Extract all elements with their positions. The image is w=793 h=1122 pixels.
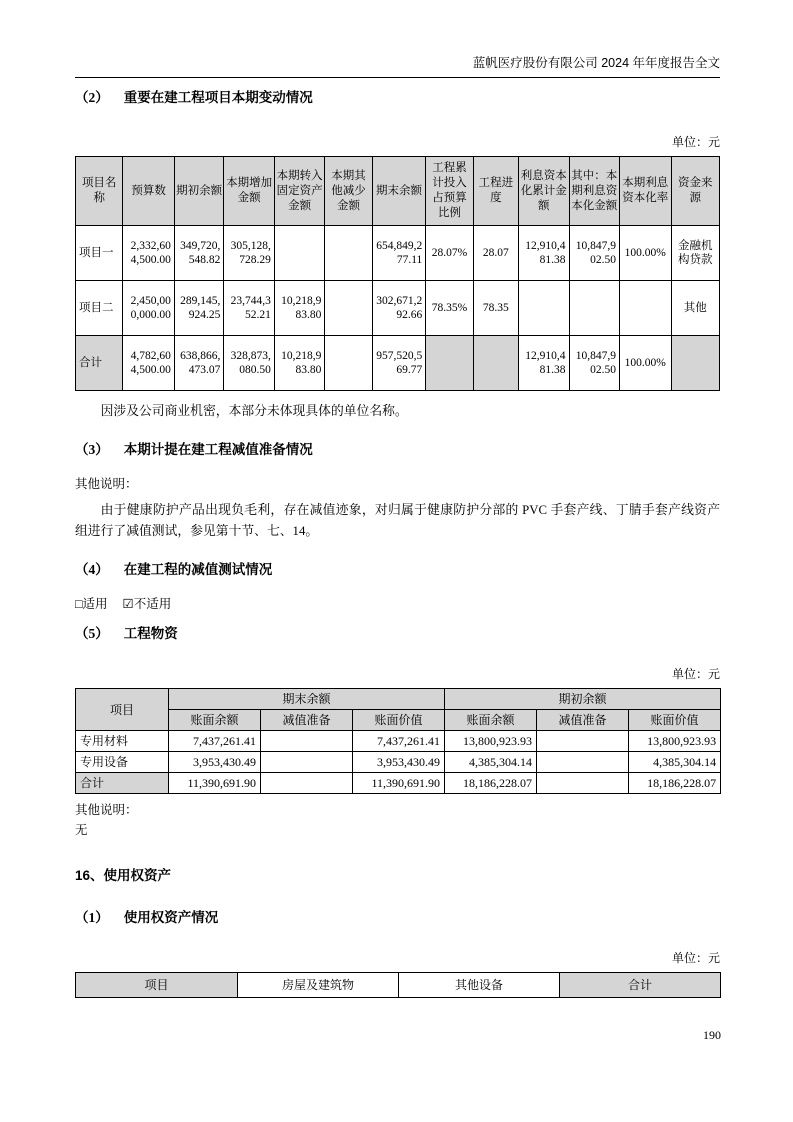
cell-begin-impairment [537, 773, 629, 794]
applicable-checkbox[interactable]: □适用 [75, 597, 108, 611]
construction-in-progress-table [75, 156, 720, 391]
section-heading-4 [75, 560, 720, 580]
cell-interest-cap-period [569, 281, 619, 336]
impairment-paragraph: 由于健康防护产品出现负毛利，存在减值迹象，对归属于健康防护分部的 PVC 手套产线、丁腈手套产线资产组进行了减值测试，参见第十节、七、14。 [75, 503, 720, 538]
cell-interest-cap-period: 10,847,902.50 [569, 226, 619, 281]
cell-funding-source: 其他 [671, 281, 720, 336]
section-heading-2 [75, 88, 720, 108]
cell-other-decrease [325, 336, 372, 391]
section-title-5: 工程物资 [123, 626, 178, 641]
cell-budget: 4,782,604,500.00 [123, 336, 175, 391]
cell-item-name: 项目一 [76, 226, 123, 281]
cell-interest-cap-rate: 100.00% [619, 226, 671, 281]
cell-other-decrease [325, 226, 372, 281]
col-progress: 工程进度 [473, 157, 518, 226]
cell-begin-book-balance: 4,385,304.14 [445, 752, 537, 773]
col-group-end-balance: 期末余额 [169, 689, 445, 710]
cell-end-impairment [261, 752, 353, 773]
col-end-book-value: 账面价值 [353, 710, 445, 731]
cell-budget: 2,332,604,500.00 [123, 226, 175, 281]
cip-table-note: 因涉及公司商业机密，本部分未体现具体的单位名称。 [100, 404, 408, 418]
cell-end-balance: 302,671,292.66 [372, 281, 426, 336]
table-header-group-row [76, 689, 721, 710]
col-group-begin-balance: 期初余额 [445, 689, 721, 710]
section-title-16-1: 使用权资产情况 [123, 910, 219, 925]
cell-interest-cap-total [519, 281, 569, 336]
page-header-title: 蓝帆医疗股份有限公司 2024 年年度报告全文 [472, 56, 720, 70]
cell-begin-book-value: 18,186,228.07 [629, 773, 721, 794]
col-interest-cap-rate: 本期利息资本化率 [619, 157, 671, 226]
applicability-row [75, 594, 720, 614]
cell-item: 合计 [76, 773, 169, 794]
section-title-3: 本期计提在建工程减值准备情况 [123, 442, 313, 457]
cell-end-book-value: 11,390,691.90 [353, 773, 445, 794]
cell-end-impairment [261, 773, 353, 794]
unit-label-cip: 单位：元 [671, 135, 720, 149]
col-end-book-balance: 账面余额 [169, 710, 261, 731]
col-increase: 本期增加金额 [224, 157, 274, 226]
col-item-name: 项目名称 [76, 157, 123, 226]
col-funding-source: 资金来源 [671, 157, 720, 226]
cell-begin-book-balance: 18,186,228.07 [445, 773, 537, 794]
col-buildings: 房屋及建筑物 [238, 973, 399, 998]
cell-to-fixed-assets: 10,218,983.80 [274, 336, 324, 391]
cell-begin-book-balance: 13,800,923.93 [445, 731, 537, 752]
cell-end-book-value: 7,437,261.41 [353, 731, 445, 752]
cell-input-ratio: 28.07% [426, 226, 473, 281]
cell-progress [473, 336, 518, 391]
col-budget: 预算数 [123, 157, 175, 226]
section-marker-2: （2） [75, 90, 109, 105]
cell-begin-book-value: 4,385,304.14 [629, 752, 721, 773]
cell-interest-cap-rate: 100.00% [619, 336, 671, 391]
cell-end-balance: 957,520,569.77 [372, 336, 426, 391]
unit-label-rou: 单位：元 [671, 951, 720, 965]
section-heading-16: 16、使用权资产 [75, 868, 172, 883]
cell-item-name: 项目二 [76, 281, 123, 336]
cell-end-impairment [261, 731, 353, 752]
table-row [76, 731, 721, 752]
cell-begin-impairment [537, 752, 629, 773]
col-to-fixed-assets: 本期转入固定资产金额 [274, 157, 324, 226]
cell-end-balance: 654,849,277.11 [372, 226, 426, 281]
col-begin-impairment: 减值准备 [537, 710, 629, 731]
table-header-row [76, 157, 720, 226]
cell-progress: 78.35 [473, 281, 518, 336]
cell-begin-balance: 638,866,473.07 [174, 336, 223, 391]
cell-increase: 328,873,080.50 [224, 336, 274, 391]
section-marker-16-1: （1） [75, 910, 109, 925]
col-other-equipment: 其他设备 [399, 973, 560, 998]
cell-item: 专用材料 [76, 731, 169, 752]
col-input-ratio: 工程累计投入占预算比例 [426, 157, 473, 226]
header-divider [75, 77, 720, 78]
cell-funding-source: 金融机构贷款 [671, 226, 720, 281]
cell-begin-book-value: 13,800,923.93 [629, 731, 721, 752]
cell-end-book-balance: 7,437,261.41 [169, 731, 261, 752]
cell-increase: 23,744,352.21 [224, 281, 274, 336]
page-number: 190 [703, 1028, 721, 1042]
col-begin-book-balance: 账面余额 [445, 710, 537, 731]
cell-begin-balance: 349,720,548.82 [174, 226, 223, 281]
cell-input-ratio: 78.35% [426, 281, 473, 336]
page-content [75, 88, 720, 998]
col-total: 合计 [560, 973, 721, 998]
col-interest-cap-period: 其中：本期利息资本化金额 [569, 157, 619, 226]
cell-other-decrease [325, 281, 372, 336]
project-materials-table [75, 688, 721, 794]
table-header-sub-row [76, 710, 721, 731]
section-heading-16-1 [75, 908, 720, 928]
table-row-total [76, 773, 721, 794]
cell-interest-cap-total: 12,910,481.38 [519, 226, 569, 281]
cell-begin-balance: 289,145,924.25 [174, 281, 223, 336]
col-other-decrease: 本期其他减少金额 [325, 157, 372, 226]
table-row-total [76, 336, 720, 391]
cell-increase: 305,128,728.29 [224, 226, 274, 281]
col-interest-cap-total: 利息资本化累计金额 [519, 157, 569, 226]
other-note-label-5: 其他说明： [75, 803, 138, 817]
section-marker-5: （5） [75, 626, 109, 641]
not-applicable-checkbox[interactable]: ☑不适用 [122, 597, 172, 611]
cell-funding-source [671, 336, 720, 391]
section-marker-4: （4） [75, 562, 109, 577]
cell-interest-cap-period: 10,847,902.50 [569, 336, 619, 391]
section-heading-5 [75, 624, 720, 644]
cell-budget: 2,450,000,000.00 [123, 281, 175, 336]
col-item: 项目 [76, 689, 169, 731]
other-note-label-3: 其他说明： [75, 477, 138, 491]
cell-input-ratio [426, 336, 473, 391]
cell-item: 专用设备 [76, 752, 169, 773]
col-begin-book-value: 账面价值 [629, 710, 721, 731]
cell-interest-cap-rate [619, 281, 671, 336]
col-end-impairment: 减值准备 [261, 710, 353, 731]
cell-to-fixed-assets: 10,218,983.80 [274, 281, 324, 336]
cell-end-book-balance: 11,390,691.90 [169, 773, 261, 794]
section-marker-3: （3） [75, 442, 109, 457]
section-title-2: 重要在建工程项目本期变动情况 [123, 90, 313, 105]
table-row [76, 226, 720, 281]
section-title-4: 在建工程的减值测试情况 [123, 562, 273, 577]
cell-end-book-balance: 3,953,430.49 [169, 752, 261, 773]
right-of-use-assets-table [75, 972, 721, 998]
col-begin-balance: 期初余额 [174, 157, 223, 226]
page-header [75, 55, 720, 71]
cell-progress: 28.07 [473, 226, 518, 281]
section-heading-3 [75, 440, 720, 460]
cell-end-book-value: 3,953,430.49 [353, 752, 445, 773]
cell-item-name: 合计 [76, 336, 123, 391]
table-header-row [76, 973, 721, 998]
cell-interest-cap-total: 12,910,481.38 [519, 336, 569, 391]
cell-to-fixed-assets [274, 226, 324, 281]
cell-begin-impairment [537, 731, 629, 752]
unit-label-materials: 单位：元 [671, 667, 720, 681]
col-item: 项目 [76, 973, 238, 998]
other-note-value-5: 无 [75, 823, 88, 837]
table-row [76, 752, 721, 773]
col-end-balance: 期末余额 [372, 157, 426, 226]
table-row [76, 281, 720, 336]
